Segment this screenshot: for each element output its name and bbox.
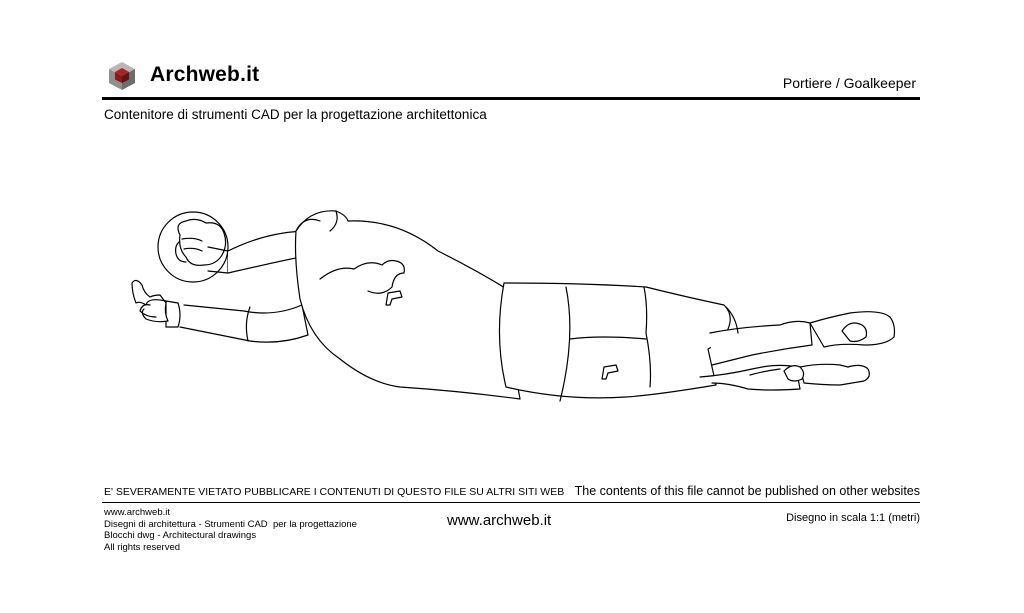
drawing-scale: Disegno in scala 1:1 (metri) — [786, 512, 920, 524]
footer-line: Disegni di architettura - Strumenti CAD per la progettazione — [104, 518, 357, 530]
goalkeeper-drawing — [120, 195, 910, 420]
footer-line: All rights reserved — [104, 541, 181, 553]
brand-name: Archweb.it — [150, 63, 260, 86]
header-divider — [102, 97, 920, 100]
copyright-warning-english: The contents of this file cannot be published on other websites — [574, 484, 920, 498]
footer-line: www.archweb.it — [104, 507, 170, 518]
footer-website: www.archweb.it — [447, 512, 552, 529]
lower-arm — [132, 280, 308, 342]
shorts — [499, 283, 730, 401]
footer-info — [104, 507, 357, 553]
cube-logo-icon — [106, 60, 138, 92]
page-title: Portiere / Goalkeeper — [782, 75, 916, 91]
torso — [296, 211, 521, 399]
copyright-warning-italian: E' SEVERAMENTE VIETATO PUBBLICARE I CONTENUTI DI QUESTO FILE SU ALTRI SITI WEB — [104, 486, 565, 498]
footer-divider — [102, 502, 920, 503]
footer-line: Blocchi dwg - Architectural drawings — [104, 530, 257, 542]
page-subtitle: Contenitore di strumenti CAD per la progettazione architettonica — [104, 107, 487, 122]
